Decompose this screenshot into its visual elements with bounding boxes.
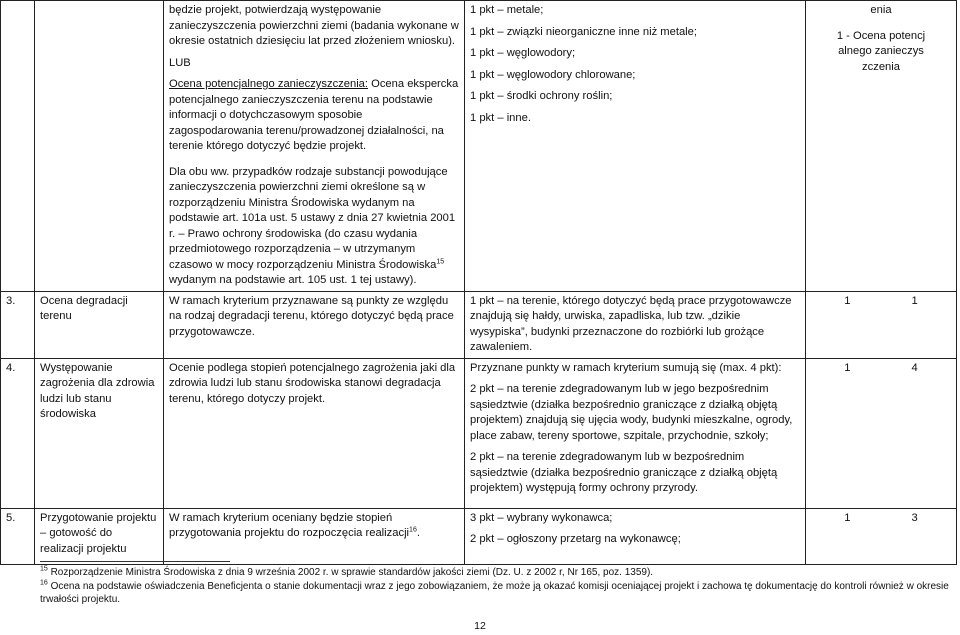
points-item: 1 pkt – metale; xyxy=(470,4,544,16)
points-item: 1 pkt – węglowodory; xyxy=(470,47,576,59)
or-separator: LUB xyxy=(169,56,191,69)
footnote-ref: 16 xyxy=(409,526,417,534)
points-item: 3 pkt – wybrany wykonawca; xyxy=(470,511,613,524)
score-max: 3 xyxy=(911,511,918,524)
row-number: 4. xyxy=(1,358,35,508)
description-text: Ocena potencjalnego zanieczyszczenia: Ocena ekspercka potencjalnego zanieczyszczenia terenu na podstawie informacji o dotychczasowym sposobie zagospodarowania terenu/prowadzonej działalności, na terenie którego dotyczyć będzie projekt. xyxy=(169,78,459,152)
table-row xyxy=(1,358,957,508)
points-item: 2 pkt – na terenie zdegradowanym lub w bezpośrednim sąsiedztwie (działka bezpośrednio graniczące z działką objętą projektem) występują formy ochrony przyrody. xyxy=(470,451,778,494)
footnote xyxy=(40,566,950,579)
score-min: 1 xyxy=(844,361,851,374)
points-cell xyxy=(465,1,806,292)
score-min: 1 xyxy=(844,294,851,307)
table-row xyxy=(1,508,957,564)
points-item: 1 pkt – środki ochrony roślin; xyxy=(470,90,613,102)
points-item: 2 pkt – na terenie zdegradowanym lub w jego bezpośrednim sąsiedztwie (działka bezpośrednio graniczące z działką objętą projektem) znajdują się ujęcia wody, budynki mieszkalne, ogrody, place zabaw, tereny sportowe, szpitale, przychodnie, szkoły; xyxy=(470,383,793,442)
criterion-description: W ramach kryterium przyznawane są punkty ze względu na rodzaj degradacji terenu, którego dotyczyć będą prace przygotowawcze. xyxy=(164,291,465,358)
score-min: 1 xyxy=(844,511,851,524)
row-number-cell xyxy=(1,1,35,292)
criterion-name-cell xyxy=(35,1,164,292)
points-cell xyxy=(465,358,806,508)
footnote xyxy=(40,580,950,606)
criterion-name: Przygotowanie projektu – gotowość do realizacji projektu xyxy=(35,508,164,564)
underlined-heading: Ocena potencjalnego zanieczyszczenia: xyxy=(169,78,369,90)
row-number: 3. xyxy=(1,291,35,358)
table-row xyxy=(1,291,957,358)
description-text: Dla obu ww. przypadków rodzaje substancji powodujące zanieczyszczenia powierzchni ziemi określone są w rozporządzeniu Ministra Środowiska wydanym na podstawie art. 101a ust. 5 ustawy z dnia 27 kwietnia 2001 r. – Prawo ochrony środowiska (do czasu wydania przedmiotowego rozporządzenia – w utrzymanym czasowo w mocy rozporządzeniu Ministra Środowiska$^{15}$ wydanym na podstawie art. 105 ust. 1 tej ustawy). xyxy=(169,165,456,286)
criterion-description: Ocenie podlega stopień potencjalnego zagrożenia jaki dla zdrowia ludzi lub stanu środowiska stanowi degradacja terenu, którego dotyczy projekt. xyxy=(164,358,465,508)
score-cell xyxy=(806,1,957,292)
footnote-text: Rozporządzenie Ministra Środowiska z dnia 9 września 2002 r. w sprawie standardów jakości ziemi (Dz. U. z 2002 r, Nr 165, poz. 1359). xyxy=(50,567,654,578)
score-cell xyxy=(806,358,957,508)
criterion-description-cell xyxy=(164,1,465,292)
score-cell xyxy=(806,291,957,358)
points-item: 1 pkt – węglowodory chlorowane; xyxy=(470,68,636,81)
criterion-name: Występowanie zagrożenia dla zdrowia ludzi lub stanu środowiska xyxy=(35,358,164,508)
score-max: 1 xyxy=(911,294,918,307)
points-item: 1 pkt – związki nieorganiczne inne niż metale; xyxy=(470,25,697,38)
table-row xyxy=(1,1,957,292)
points-intro: Przyznane punkty w ramach kryterium sumują się (max. 4 pkt): xyxy=(470,361,782,374)
criterion-description: W ramach kryterium oceniany będzie stopień przygotowania projektu do rozpoczęcia realizacji$^{16}$. xyxy=(164,508,465,564)
points-text: 1 pkt – na terenie, którego dotyczyć będą prace przygotowawcze znajdują się hałdy, urwiska, zapadliska, lub tzw. „dzikie wysypiska”, budynki przeznaczone do rozbiórki lub grożące zawaleniem. xyxy=(465,291,806,358)
points-item: 2 pkt – ogłoszony przetarg na wykonawcę; xyxy=(470,533,681,545)
score-text: 1 - Ocena potencjalnego zanieczyszczenia xyxy=(836,29,926,73)
description-text: będzie projekt, potwierdzają występowanie zanieczyszczenia powierzchni ziemi (badania wykonane w okresie ostatnich dziesięciu lat przed złożeniem wniosku). xyxy=(169,4,459,47)
footnote-number: 16 xyxy=(40,579,48,587)
score-text: enia xyxy=(870,4,892,16)
row-number: 5. xyxy=(1,508,35,564)
footnote-separator xyxy=(40,561,230,562)
score-cell xyxy=(806,508,957,564)
points-item: 1 pkt – inne. xyxy=(470,111,531,124)
footnote-text: Ocena na podstawie oświadczenia Beneficjenta o stanie dokumentacji wraz z jego zobowiązaniem, że może ją okazać komisji oceniającej projekt i zachowa tę dokumentację do kontroli również w okresie trwałości projektu. xyxy=(40,581,949,605)
points-cell xyxy=(465,508,806,564)
score-max: 4 xyxy=(911,361,918,374)
footnote-ref: 15 xyxy=(436,257,445,265)
page-number: 12 xyxy=(474,620,486,632)
footnote-number: 15 xyxy=(40,565,48,573)
criterion-name: Ocena degradacji terenu xyxy=(35,291,164,358)
